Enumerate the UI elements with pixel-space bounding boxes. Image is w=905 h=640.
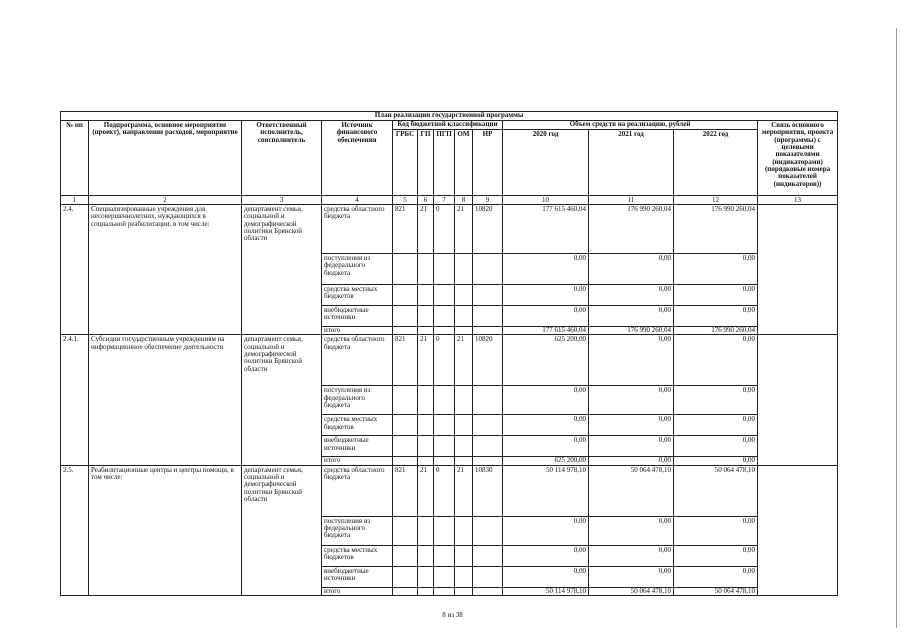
code-grbs: 821 [393,335,418,386]
row-number: 2.5. [61,465,89,595]
source-extra: внебюджетные источники [322,436,393,457]
header-om: ОМ [455,130,473,196]
amount-2021: 0,00 [589,516,674,545]
header-2021: 2021 год [589,130,674,196]
amount-2020: 177 615 460,04 [503,205,589,254]
amount-2020: 0,00 [503,285,589,306]
code-gp: 21 [418,465,434,516]
amount-2021: 50 064 478,10 [589,465,674,516]
header-pgp: ПГП [434,130,455,196]
header-nr: НР [473,130,503,196]
header-program: Подпрограмма, основное мероприятие (проект), направление расходов, мероприятие [89,121,242,196]
program-name: Специализированные учреждения для несовершеннолетних, нуждающихся в социальной реабилитации, в том числе: [89,205,242,335]
amount-2021: 0,00 [589,415,674,436]
col-number: 6 [418,196,434,205]
source-extra: внебюджетные источники [322,566,393,587]
program-name: Субсидии государственным учреждениям на информационное обеспечение деятельности [89,335,242,465]
amount-2022: 0,00 [674,306,758,327]
source-local: средства местных бюджетов [322,285,393,306]
code-nr: 10820 [473,335,503,386]
amount-2021: 0,00 [589,436,674,457]
amount-2022: 176 990 260,04 [674,205,758,254]
total-2022: 0,00 [674,457,758,465]
code-om: 21 [455,335,473,386]
col-number: 4 [322,196,393,205]
header-grbs: ГРБС [393,130,418,196]
code-om: 21 [455,205,473,254]
header-source: Источник финансового обеспечения [322,121,393,196]
amount-2020: 625 200,00 [503,335,589,386]
source-regional: средства областного бюджета [322,465,393,516]
total-2021: 176 990 260,04 [589,327,674,335]
col-number: 12 [674,196,758,205]
header-2020: 2020 год [503,130,589,196]
source-total: итого [322,457,393,465]
amount-2021: 0,00 [589,306,674,327]
header-2022: 2022 год [674,130,758,196]
source-local: средства местных бюджетов [322,415,393,436]
amount-2022: 0,00 [674,545,758,566]
code-pgp: 0 [434,465,455,516]
page-number: 8 из 38 [442,611,463,619]
amount-2022: 0,00 [674,386,758,415]
amount-2021: 0,00 [589,566,674,587]
responsible: департамент семьи, социальной и демографической политики Брянской области [242,465,322,595]
col-number: 8 [455,196,473,205]
amount-2022: 0,00 [674,254,758,285]
indicator-link [758,205,838,335]
code-nr: 10820 [473,205,503,254]
source-regional: средства областного бюджета [322,205,393,254]
total-2020: 50 114 978,10 [503,587,589,595]
amount-2020: 0,00 [503,566,589,587]
code-om: 21 [455,465,473,516]
col-number: 5 [393,196,418,205]
header-link: Связь основного мероприятия, проекта (программы) с целевыми показателями (индикаторами) (порядковые номера показателей (индикаторов)) [758,121,838,196]
amount-2022: 0,00 [674,516,758,545]
total-2020: 177 615 460,04 [503,327,589,335]
amount-2021: 0,00 [589,386,674,415]
col-number: 1 [61,196,89,205]
amount-2022: 0,00 [674,566,758,587]
source-federal: поступления из федерального бюджета [322,386,393,415]
plan-table [60,111,838,596]
table-row [61,335,838,386]
code-grbs: 821 [393,205,418,254]
source-total: итого [322,327,393,335]
col-number: 10 [503,196,589,205]
code-pgp: 0 [434,205,455,254]
amount-2022: 0,00 [674,436,758,457]
col-number: 3 [242,196,322,205]
source-regional: средства областного бюджета [322,335,393,386]
indicator-link [758,335,838,465]
amount-2021: 0,00 [589,285,674,306]
header-budget-code: Код бюджетной классификации [393,121,503,130]
program-name: Реабилитационные центры и центры помощи, в том числе: [89,465,242,595]
responsible: департамент семьи, социальной и демографической политики Брянской области [242,205,322,335]
total-2022: 176 990 260,04 [674,327,758,335]
total-2021: 0,00 [589,457,674,465]
column-number-row [61,196,838,205]
total-2022: 50 064 478,10 [674,587,758,595]
header-volume: Объем средств на реализацию, рублей [503,121,758,130]
code-grbs: 821 [393,465,418,516]
amount-2020: 50 114 978,10 [503,465,589,516]
source-federal: поступления из федерального бюджета [322,516,393,545]
source-federal: поступления из федерального бюджета [322,254,393,285]
row-number: 2.4.1. [61,335,89,465]
amount-2022: 50 064 478,10 [674,465,758,516]
amount-2021: 0,00 [589,254,674,285]
amount-2021: 0,00 [589,545,674,566]
indicator-link [758,465,838,595]
row-number: 2.4. [61,205,89,335]
responsible: департамент семьи, социальной и демографической политики Брянской области [242,335,322,465]
amount-2020: 0,00 [503,306,589,327]
amount-2021: 176 990 260,04 [589,205,674,254]
code-pgp: 0 [434,335,455,386]
header-responsible: Ответственный исполнитель, соисполнитель [242,121,322,196]
col-number: 9 [473,196,503,205]
amount-2020: 0,00 [503,436,589,457]
total-2021: 50 064 478,10 [589,587,674,595]
amount-2021: 0,00 [589,335,674,386]
amount-2022: 0,00 [674,415,758,436]
table-row [61,205,838,254]
source-extra: внебюджетные источники [322,306,393,327]
total-2020: 625 200,00 [503,457,589,465]
amount-2020: 0,00 [503,254,589,285]
amount-2022: 0,00 [674,285,758,306]
header-no: № пп [61,121,89,196]
amount-2020: 0,00 [503,516,589,545]
amount-2020: 0,00 [503,545,589,566]
col-number: 7 [434,196,455,205]
table-title: План реализации государственной программы [61,112,838,121]
col-number: 2 [89,196,242,205]
col-number: 11 [589,196,674,205]
amount-2020: 0,00 [503,386,589,415]
code-nr: 10830 [473,465,503,516]
table-row [61,465,838,516]
code-gp: 21 [418,335,434,386]
source-local: средства местных бюджетов [322,545,393,566]
amount-2022: 0,00 [674,335,758,386]
col-number: 13 [758,196,838,205]
source-total: итого [322,587,393,595]
page-edge-line [896,28,897,628]
header-gp: ГП [418,130,434,196]
code-gp: 21 [418,205,434,254]
amount-2020: 0,00 [503,415,589,436]
